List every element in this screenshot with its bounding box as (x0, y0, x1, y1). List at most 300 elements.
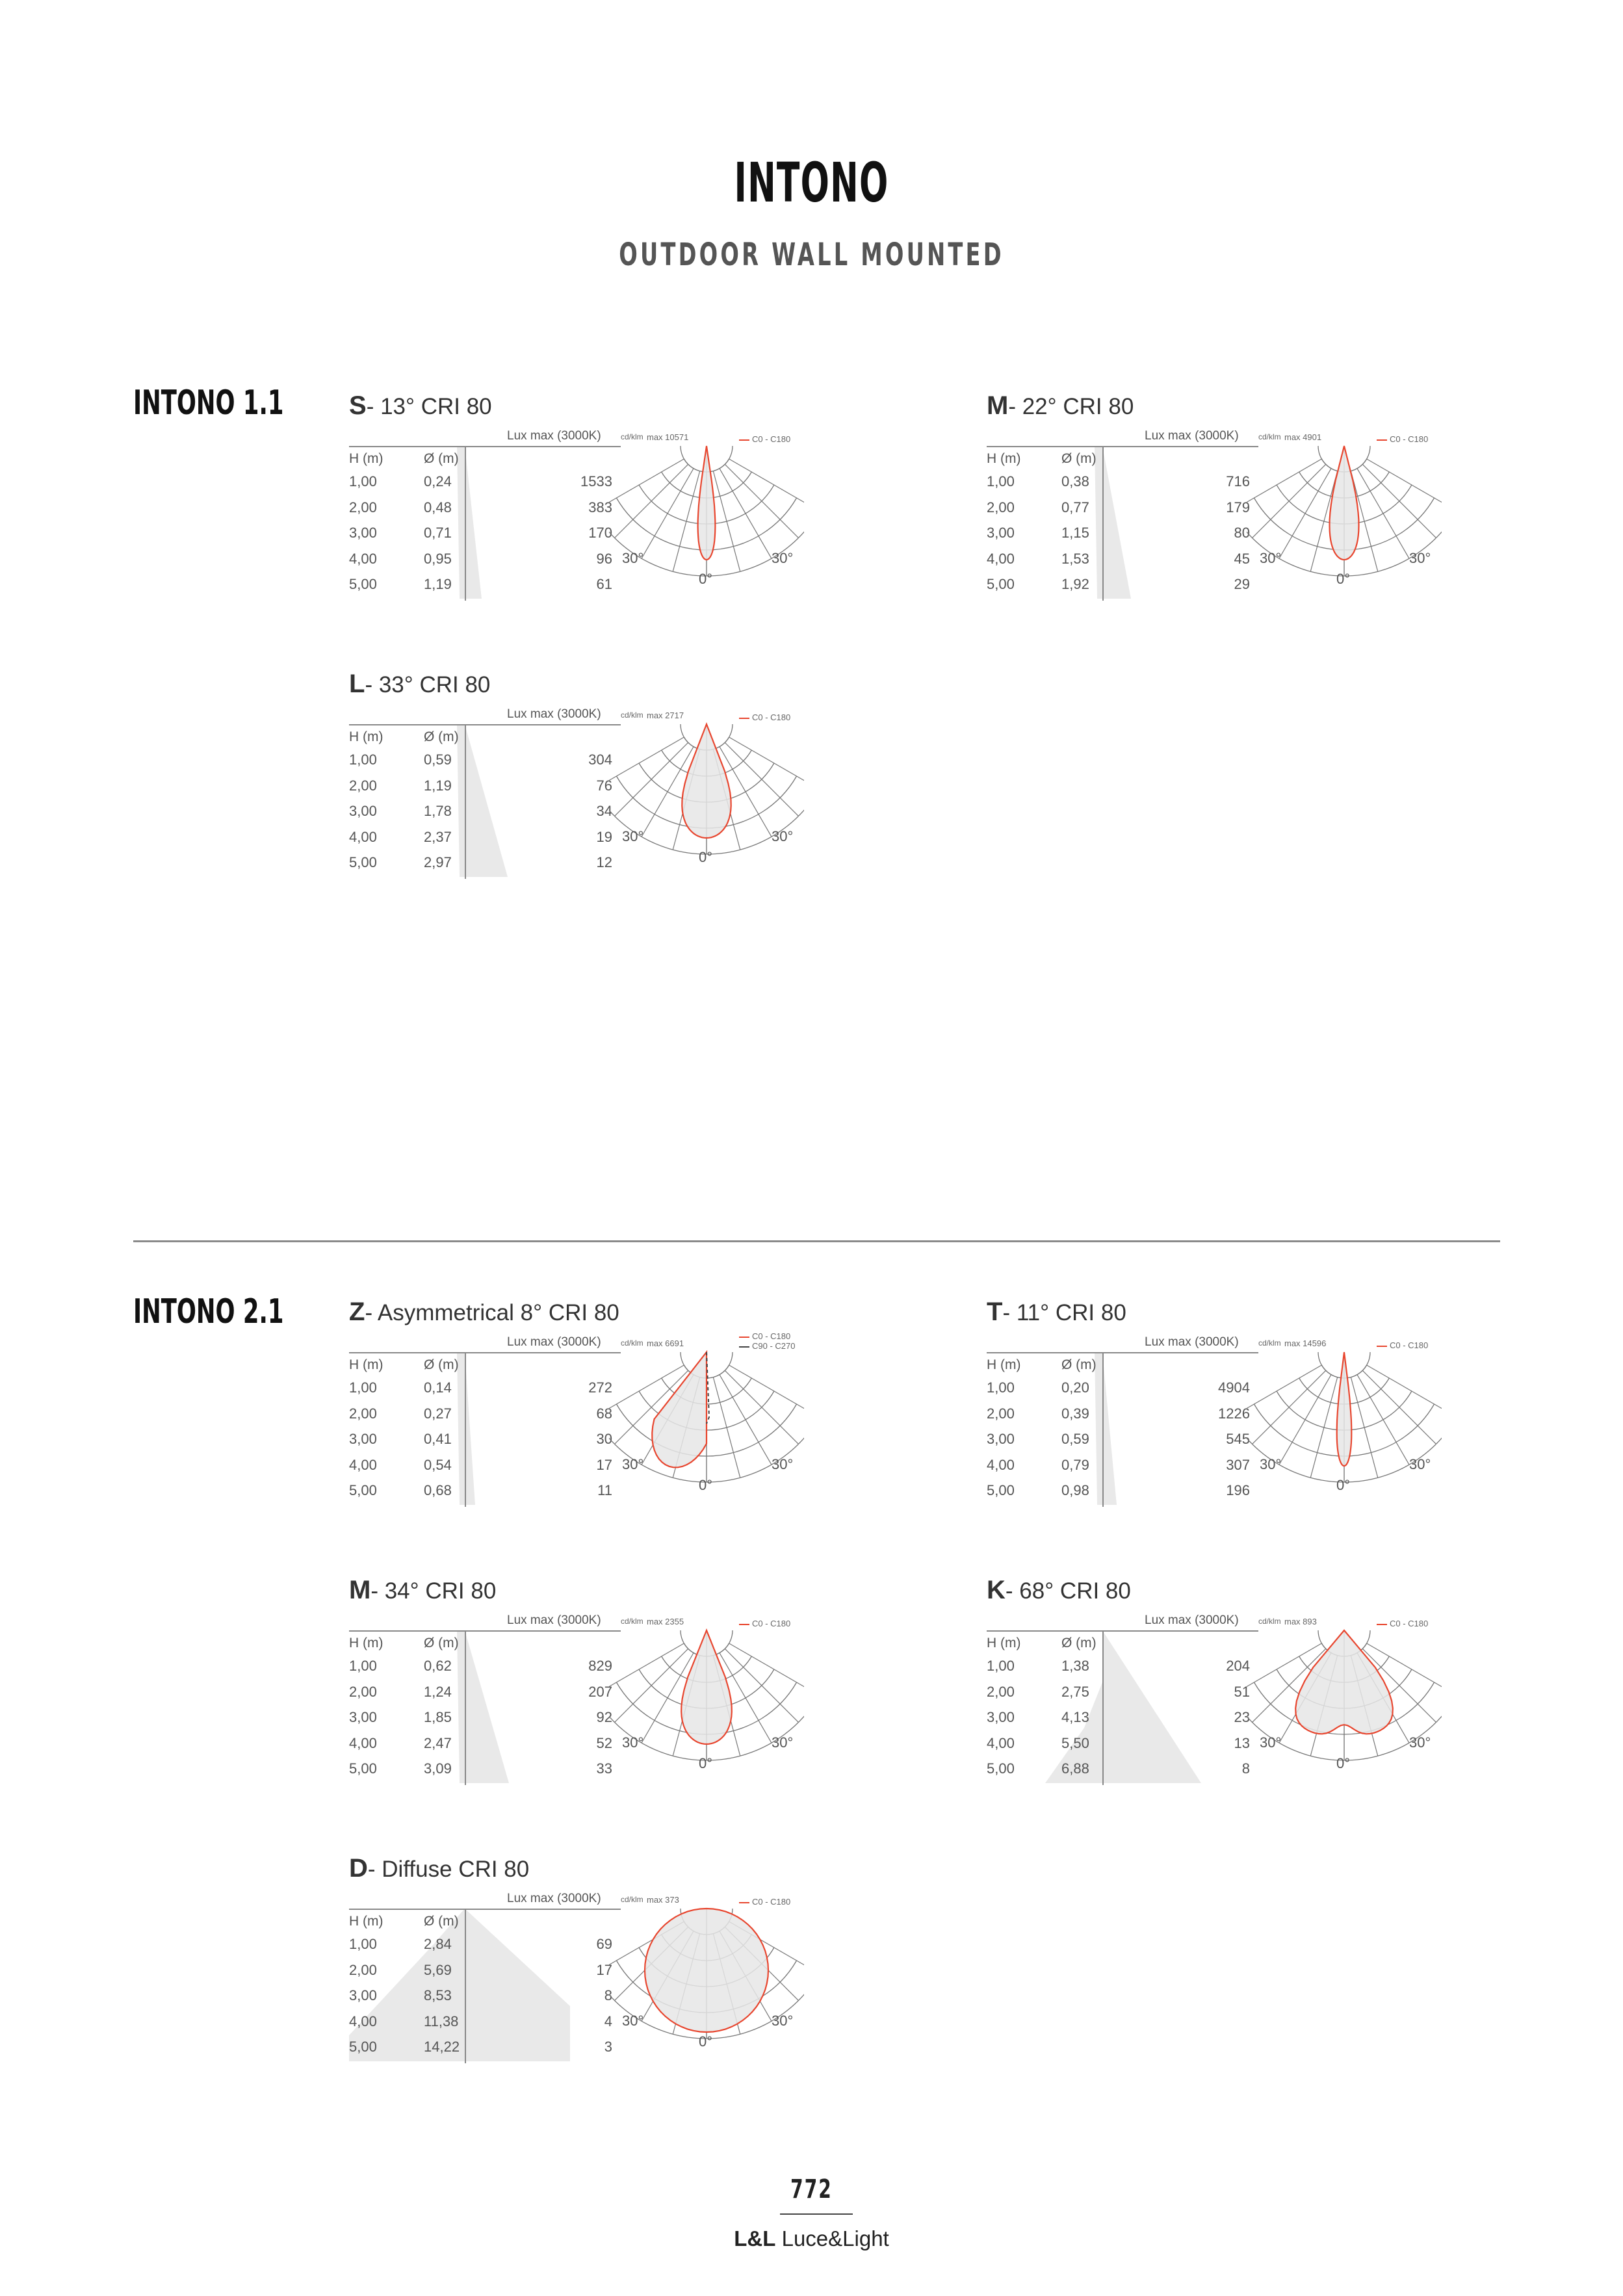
polar-deg-0: 0° (699, 1755, 713, 1771)
diameter-value: 0,68 (424, 1482, 452, 1498)
polar-deg-0: 0° (699, 849, 713, 865)
polar-diagram (609, 714, 804, 876)
lux-value: 11 (597, 1482, 612, 1498)
table-column-rule (465, 446, 466, 601)
beam-description: - 22° CRI 80 (1008, 394, 1134, 419)
polar-radial (1247, 1365, 1321, 1417)
polar-radial (615, 1649, 688, 1722)
diameter-column (1061, 1379, 1089, 1508)
height-value: 1,00 (987, 1658, 1015, 1674)
polar-deg-0: 0° (699, 1477, 713, 1493)
lux-value: 17 (596, 1961, 612, 1978)
polar-radial (729, 737, 804, 789)
lux-max-label: Lux max (3000K) (1145, 1613, 1239, 1627)
diameter-value: 0,95 (424, 550, 452, 567)
diameter-value: 2,84 (424, 1936, 452, 1952)
polar-radial (725, 1370, 798, 1444)
polar-radial (1253, 464, 1326, 538)
table-header-rule (987, 1352, 1258, 1353)
max-intensity: max 6691 (647, 1338, 684, 1348)
diameter-value: 5,50 (1061, 1734, 1089, 1751)
brand-bold: L&L (734, 2226, 776, 2250)
height-header: H (m) (987, 1636, 1021, 1650)
height-value: 5,00 (987, 1760, 1015, 1777)
table-column-rule (465, 724, 466, 879)
diameter-value: 0,14 (424, 1379, 452, 1396)
beam-letter: M (987, 391, 1009, 420)
polar-deg-30-left: 30° (1260, 1734, 1282, 1751)
polar-diagram (609, 1898, 804, 2061)
lux-value: 96 (596, 550, 612, 567)
page-subtitle: OUTDOOR WALL MOUNTED (619, 237, 1004, 273)
photometric-block-m (987, 391, 1500, 606)
height-column (349, 1936, 377, 2065)
lux-value: 4904 (1218, 1379, 1250, 1396)
diameter-header: Ø (m) (424, 1914, 459, 1929)
table-column-rule (465, 1909, 466, 2063)
diameter-value: 0,27 (424, 1405, 452, 1422)
beam-letter: D (349, 1854, 368, 1883)
beam-heading (349, 1854, 529, 1883)
polar-diagram (1247, 436, 1442, 598)
polar-radial (609, 459, 684, 511)
polar-radial (713, 1377, 740, 1478)
height-column (349, 751, 377, 880)
height-value: 5,00 (349, 854, 377, 870)
cone-shape (457, 1352, 475, 1505)
beam-letter: K (987, 1576, 1006, 1604)
legend-entry: C0 - C180 (1377, 1340, 1428, 1350)
diameter-value: 0,98 (1061, 1482, 1089, 1498)
lux-max-label: Lux max (3000K) (1145, 1335, 1239, 1349)
lux-max-label: Lux max (3000K) (507, 1335, 601, 1349)
cone-shape (457, 446, 482, 599)
polar-radial (713, 471, 740, 572)
lux-value: 196 (1226, 1482, 1250, 1498)
diameter-value: 0,59 (424, 751, 452, 768)
table-header-rule (349, 1352, 621, 1353)
polar-radial (673, 471, 699, 572)
lux-value: 204 (1226, 1658, 1250, 1674)
lux-value: 545 (1226, 1431, 1250, 1447)
polar-deg-30-right: 30° (772, 550, 794, 566)
diameter-value: 0,71 (424, 525, 452, 541)
beam-letter: L (349, 670, 365, 698)
polar-diagram (609, 436, 804, 598)
beam-letter: T (987, 1298, 1003, 1326)
brand-footer (0, 2226, 1623, 2251)
polar-radial (615, 742, 688, 816)
lux-value: 80 (1234, 525, 1250, 541)
height-value: 2,00 (349, 1405, 377, 1422)
diameter-value: 0,24 (424, 473, 452, 489)
beam-description: - 68° CRI 80 (1005, 1578, 1131, 1604)
legend-entry: C0 - C180 (739, 1897, 790, 1907)
height-value: 3,00 (987, 525, 1015, 541)
height-value: 3,00 (349, 525, 377, 541)
page-title: INTONO (734, 151, 889, 215)
photometric-block-z (349, 1298, 863, 1512)
photometric-block-t (987, 1298, 1500, 1512)
polar-deg-30-left: 30° (1260, 550, 1282, 566)
lux-value: 383 (588, 499, 612, 515)
diameter-value: 2,37 (424, 828, 452, 845)
polar-diagram (1247, 1620, 1442, 1782)
table-header-rule (987, 1630, 1258, 1632)
diameter-value: 2,97 (424, 854, 452, 870)
lux-max-label: Lux max (3000K) (507, 429, 601, 443)
height-value: 3,00 (349, 803, 377, 819)
max-intensity: max 10571 (647, 432, 689, 442)
diameter-value: 1,19 (424, 777, 452, 794)
polar-intensity-curve (698, 446, 716, 560)
legend-entry: C0 - C180 (739, 712, 790, 722)
diameter-header: Ø (m) (1061, 451, 1097, 466)
diameter-header: Ø (m) (1061, 1636, 1097, 1650)
diameter-value: 0,20 (1061, 1379, 1089, 1396)
beam-description: - Asymmetrical 8° CRI 80 (365, 1300, 619, 1325)
polar-radial (1367, 459, 1442, 511)
polar-radial (720, 1375, 772, 1465)
lux-column (1149, 1658, 1250, 1786)
lux-value: 272 (588, 1379, 612, 1396)
height-header: H (m) (349, 1636, 383, 1650)
diameter-header: Ø (m) (424, 451, 459, 466)
diameter-header: Ø (m) (424, 729, 459, 744)
diameter-header: Ø (m) (424, 1636, 459, 1650)
lux-value: 4 (604, 2013, 612, 2029)
beam-letter: M (349, 1576, 371, 1604)
max-intensity: max 2355 (647, 1617, 684, 1626)
beam-heading (987, 1576, 1131, 1605)
diameter-value: 5,69 (424, 1961, 452, 1978)
height-value: 5,00 (349, 2039, 377, 2055)
height-value: 4,00 (349, 550, 377, 567)
polar-diagram (609, 1620, 804, 1782)
diameter-header: Ø (m) (1061, 1357, 1097, 1372)
polar-deg-30-right: 30° (772, 1734, 794, 1751)
lux-value: 76 (596, 777, 612, 794)
height-value: 5,00 (349, 1482, 377, 1498)
section-divider (133, 1240, 1500, 1242)
height-value: 3,00 (349, 1709, 377, 1725)
diameter-column (424, 1379, 452, 1508)
height-value: 1,00 (987, 1379, 1015, 1396)
polar-radial (1279, 1375, 1331, 1465)
photometric-block-k (987, 1576, 1500, 1790)
polar-deg-30-left: 30° (1260, 1456, 1282, 1472)
lux-value: 51 (1234, 1683, 1250, 1700)
diameter-column (1061, 1658, 1089, 1786)
height-value: 2,00 (987, 1405, 1015, 1422)
polar-radial (1357, 1375, 1409, 1465)
lux-value: 29 (1234, 576, 1250, 592)
table-column-rule (1102, 446, 1104, 601)
diameter-value: 0,48 (424, 499, 452, 515)
diameter-value: 0,39 (1061, 1405, 1089, 1422)
unit-label: cd/klm (621, 711, 643, 720)
diameter-value: 0,77 (1061, 499, 1089, 515)
polar-deg-30-left: 30° (622, 1734, 644, 1751)
legend-entry: C0 - C180 (739, 1619, 790, 1628)
unit-label: cd/klm (1258, 432, 1281, 441)
diameter-value: 8,53 (424, 1987, 452, 2003)
polar-radial (725, 464, 798, 538)
lux-value: 34 (596, 803, 612, 819)
diameter-value: 2,47 (424, 1734, 452, 1751)
diameter-column (424, 1936, 460, 2065)
polar-deg-0: 0° (1336, 1477, 1351, 1493)
lux-max-label: Lux max (3000K) (507, 1892, 601, 1905)
unit-label: cd/klm (621, 432, 643, 441)
height-header: H (m) (349, 1914, 383, 1929)
diameter-value: 0,38 (1061, 473, 1089, 489)
lux-value: 716 (1226, 473, 1250, 489)
height-value: 2,00 (349, 1683, 377, 1700)
diameter-value: 0,41 (424, 1431, 452, 1447)
lux-value: 207 (588, 1683, 612, 1700)
lux-value: 23 (1234, 1709, 1250, 1725)
diameter-value: 3,09 (424, 1760, 452, 1777)
diameter-value: 0,62 (424, 1658, 452, 1674)
polar-deg-0: 0° (699, 2033, 713, 2050)
beam-heading (349, 1298, 619, 1327)
lux-value: 68 (596, 1405, 612, 1422)
polar-intensity-curve (1337, 1352, 1352, 1466)
lux-max-label: Lux max (3000K) (1145, 429, 1239, 443)
section-label-intono-2-1: INTONO 2.1 (133, 1292, 284, 1331)
lux-value: 3 (604, 2039, 612, 2055)
height-header: H (m) (349, 1357, 383, 1372)
height-column (349, 1379, 377, 1508)
height-value: 5,00 (349, 1760, 377, 1777)
photometric-block-d (349, 1854, 863, 2068)
height-value: 3,00 (987, 1431, 1015, 1447)
height-header: H (m) (987, 1357, 1021, 1372)
max-intensity: max 2717 (647, 711, 684, 720)
lux-column (512, 1658, 612, 1786)
height-value: 1,00 (349, 1658, 377, 1674)
table-header-rule (349, 1630, 621, 1632)
polar-deg-30-right: 30° (1409, 550, 1431, 566)
lux-value: 8 (604, 1987, 612, 2003)
height-value: 2,00 (349, 499, 377, 515)
unit-label: cd/klm (1258, 1338, 1281, 1348)
diameter-value: 0,54 (424, 1456, 452, 1473)
diameter-value: 1,38 (1061, 1658, 1089, 1674)
diameter-value: 1,24 (424, 1683, 452, 1700)
height-value: 2,00 (987, 499, 1015, 515)
height-value: 1,00 (349, 473, 377, 489)
diameter-value: 1,53 (1061, 550, 1089, 567)
diameter-column (424, 473, 452, 602)
height-column (349, 473, 377, 602)
height-column (987, 1658, 1015, 1786)
lux-value: 304 (588, 751, 612, 768)
diameter-value: 0,59 (1061, 1431, 1089, 1447)
polar-intensity-curve (1295, 1630, 1393, 1734)
lux-max-label: Lux max (3000K) (507, 1613, 601, 1627)
beam-heading (987, 391, 1134, 421)
polar-deg-30-right: 30° (772, 828, 794, 844)
height-value: 1,00 (349, 751, 377, 768)
polar-radial (1362, 464, 1436, 538)
height-value: 4,00 (349, 2013, 377, 2029)
diameter-column (424, 1658, 452, 1786)
table-column-rule (465, 1630, 466, 1785)
height-value: 4,00 (349, 1456, 377, 1473)
polar-diagram (1247, 1342, 1442, 1504)
height-value: 2,00 (349, 1961, 377, 1978)
lux-value: 13 (1234, 1734, 1250, 1751)
beam-heading (349, 391, 492, 421)
height-column (987, 1379, 1015, 1508)
height-value: 3,00 (987, 1709, 1015, 1725)
diameter-value: 6,88 (1061, 1760, 1089, 1777)
brand-name: Luce&Light (775, 2226, 889, 2250)
beam-description: - 13° CRI 80 (366, 394, 492, 419)
polar-deg-30-left: 30° (622, 828, 644, 844)
legend-entry: C0 - C180 (739, 1331, 795, 1341)
height-header: H (m) (987, 451, 1021, 466)
lux-column (1149, 1379, 1250, 1508)
legend-entry: C0 - C180 (1377, 434, 1428, 444)
polar-radial (1279, 469, 1331, 559)
diameter-value: 1,19 (424, 576, 452, 592)
lux-value: 92 (596, 1709, 612, 1725)
height-value: 1,00 (349, 1936, 377, 1952)
max-intensity: max 893 (1284, 1617, 1317, 1626)
height-value: 1,00 (987, 473, 1015, 489)
beam-description: - 34° CRI 80 (370, 1578, 497, 1604)
polar-intensity-curve (1330, 446, 1359, 560)
table-header-rule (987, 446, 1258, 447)
height-value: 4,00 (987, 1456, 1015, 1473)
diameter-column (1061, 473, 1089, 602)
polar-deg-30-right: 30° (772, 2013, 794, 2029)
unit-label: cd/klm (1258, 1617, 1281, 1626)
page-number: 772 (790, 2174, 833, 2204)
unit-label: cd/klm (621, 1895, 643, 1904)
page-number-rule (780, 2213, 853, 2215)
lux-value: 1226 (1218, 1405, 1250, 1422)
polar-deg-0: 0° (699, 571, 713, 587)
lux-value: 8 (1241, 1760, 1250, 1777)
height-column (349, 1658, 377, 1786)
polar-deg-30-left: 30° (622, 1456, 644, 1472)
cone-shape (1095, 1352, 1117, 1505)
table-header-rule (349, 1909, 621, 1910)
diameter-value: 14,22 (424, 2039, 460, 2055)
max-intensity: max 373 (647, 1895, 679, 1905)
legend-entry-secondary: C90 - C270 (739, 1341, 795, 1351)
polar-radial (1367, 1365, 1442, 1417)
height-header: H (m) (349, 451, 383, 466)
lux-value: 52 (596, 1734, 612, 1751)
height-value: 3,00 (349, 1987, 377, 2003)
diameter-value: 1,15 (1061, 525, 1089, 541)
max-intensity: max 14596 (1284, 1338, 1327, 1348)
polar-radial (720, 469, 772, 559)
polar-radial (729, 459, 804, 511)
lux-value: 45 (1234, 550, 1250, 567)
height-value: 2,00 (987, 1683, 1015, 1700)
height-value: 4,00 (349, 1734, 377, 1751)
polar-deg-0: 0° (1336, 1755, 1351, 1771)
lux-value: 69 (596, 1936, 612, 1952)
polar-radial (1362, 1370, 1436, 1444)
height-value: 5,00 (349, 576, 377, 592)
lux-value: 33 (596, 1760, 612, 1777)
unit-label: cd/klm (621, 1338, 643, 1348)
table-header-rule (349, 446, 621, 447)
polar-radial (609, 737, 684, 789)
table-column-rule (1102, 1352, 1104, 1507)
polar-radial (1310, 1377, 1337, 1478)
beam-letter: Z (349, 1298, 365, 1326)
lux-column (512, 1936, 612, 2065)
section-label-intono-1-1: INTONO 1.1 (133, 384, 284, 423)
beam-heading (349, 1576, 496, 1605)
table-column-rule (1102, 1630, 1104, 1785)
lux-value: 61 (596, 576, 612, 592)
photometric-block-l (349, 670, 863, 884)
beam-heading (349, 670, 490, 699)
polar-radial (1351, 1377, 1377, 1478)
height-value: 4,00 (349, 828, 377, 845)
beam-description: - 11° CRI 80 (1002, 1300, 1126, 1325)
polar-radial (615, 464, 688, 538)
height-value: 1,00 (349, 1379, 377, 1396)
polar-deg-30-right: 30° (1409, 1734, 1431, 1751)
diameter-column (424, 751, 452, 880)
height-column (987, 473, 1015, 602)
lux-column (1149, 473, 1250, 602)
diameter-value: 1,78 (424, 803, 452, 819)
polar-intensity-curve (681, 1630, 732, 1744)
diameter-header: Ø (m) (424, 1357, 459, 1372)
diameter-value: 11,38 (424, 2013, 459, 2029)
polar-radial (642, 469, 694, 559)
polar-radial (1357, 469, 1409, 559)
beam-heading (987, 1298, 1126, 1327)
polar-radial (1247, 459, 1321, 511)
height-value: 2,00 (349, 777, 377, 794)
legend-entry: C0 - C180 (1377, 1619, 1428, 1628)
lux-column (512, 751, 612, 880)
polar-deg-30-right: 30° (1409, 1456, 1431, 1472)
lux-column (512, 473, 612, 602)
height-header: H (m) (349, 729, 383, 744)
height-value: 5,00 (987, 576, 1015, 592)
legend-entry: C0 - C180 (739, 434, 790, 444)
lux-value: 170 (588, 525, 612, 541)
lux-value: 307 (1226, 1456, 1250, 1473)
diameter-value: 1,92 (1061, 576, 1089, 592)
polar-radial (609, 1643, 684, 1695)
lux-value: 179 (1226, 499, 1250, 515)
polar-radial (1253, 1370, 1326, 1444)
height-value: 3,00 (349, 1431, 377, 1447)
polar-intensity-curve (652, 1352, 707, 1467)
cone-shape (1095, 446, 1131, 599)
polar-deg-30-right: 30° (772, 1456, 794, 1472)
polar-deg-30-left: 30° (622, 550, 644, 566)
lux-value: 829 (588, 1658, 612, 1674)
beam-description: - 33° CRI 80 (365, 672, 491, 698)
table-header-rule (349, 724, 621, 725)
polar-deg-0: 0° (1336, 571, 1351, 587)
